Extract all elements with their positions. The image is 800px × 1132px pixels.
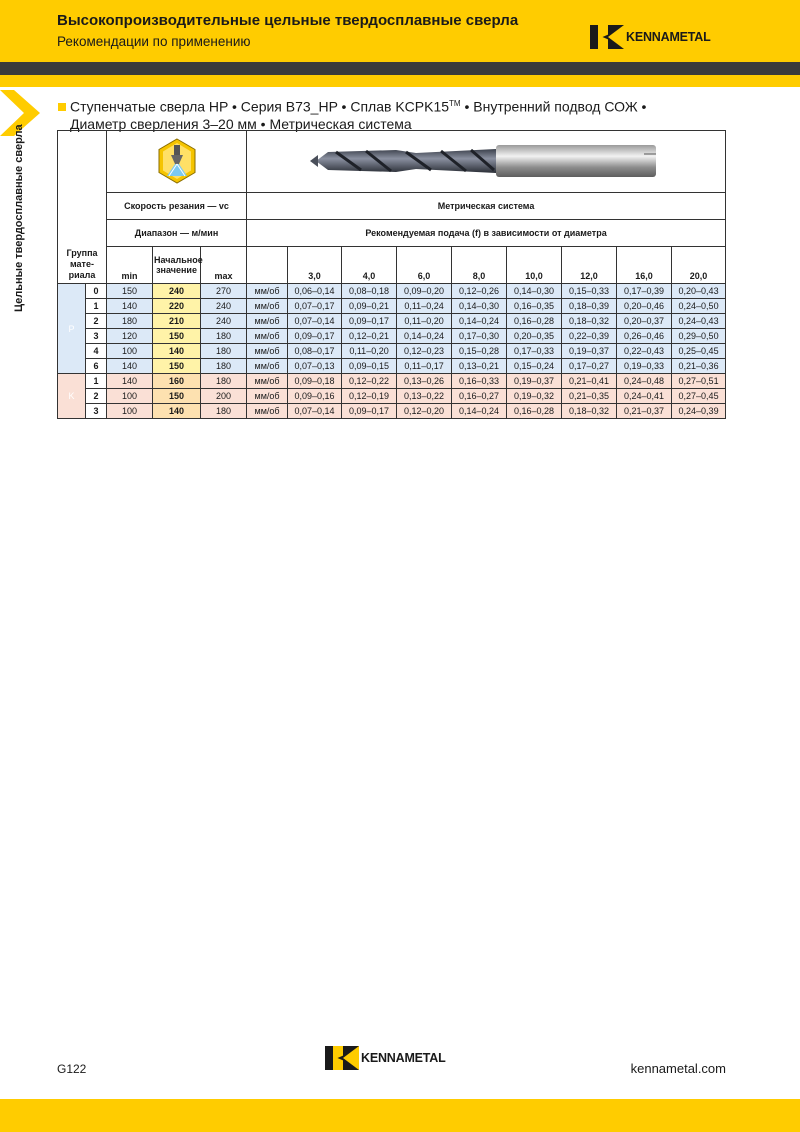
- feed-value: 0,24–0,48: [617, 374, 672, 389]
- feed-value: 0,11–0,24: [397, 299, 452, 314]
- feed-value: 0,07–0,14: [288, 404, 342, 419]
- speed-min: 100: [107, 344, 153, 359]
- col-diameter: 16,0: [617, 247, 672, 284]
- feed-value: 0,15–0,33: [562, 284, 617, 299]
- col-diameter: 6,0: [397, 247, 452, 284]
- feed-value: 0,17–0,33: [507, 344, 562, 359]
- speed-start: 150: [153, 329, 201, 344]
- feed-unit: мм/об: [247, 374, 288, 389]
- coolant-icon-cell: [107, 131, 247, 193]
- speed-range-header: Диапазон — м/мин: [107, 220, 247, 247]
- drill-image-cell: [247, 131, 726, 193]
- table-row: [58, 344, 726, 359]
- speed-start: 150: [153, 359, 201, 374]
- logo-wordmark: KENNAMETAL: [361, 1051, 446, 1065]
- feed-value: 0,08–0,17: [288, 344, 342, 359]
- feed-value: 0,17–0,27: [562, 359, 617, 374]
- table-row: [58, 374, 726, 389]
- table-row: [58, 359, 726, 374]
- feed-value: 0,18–0,39: [562, 299, 617, 314]
- col-diameter: 3,0: [288, 247, 342, 284]
- feed-value: 0,18–0,32: [562, 404, 617, 419]
- cutting-speed-header: Скорость резания — vc: [107, 193, 247, 220]
- speed-min: 140: [107, 299, 153, 314]
- feed-unit: мм/об: [247, 389, 288, 404]
- material-subgroup: 2: [86, 314, 107, 329]
- speed-min: 150: [107, 284, 153, 299]
- logo-wordmark: KENNAMETAL: [626, 30, 711, 44]
- col-diameter: 20,0: [672, 247, 726, 284]
- step-drill-image: [306, 134, 666, 188]
- table-row: [58, 404, 726, 419]
- feed-value: 0,21–0,41: [562, 374, 617, 389]
- feed-value: 0,19–0,37: [507, 374, 562, 389]
- col-max: max: [201, 247, 247, 284]
- speed-max: 200: [201, 389, 247, 404]
- feed-value: 0,17–0,30: [452, 329, 507, 344]
- feed-value: 0,14–0,24: [397, 329, 452, 344]
- feed-unit: мм/об: [247, 299, 288, 314]
- feed-value: 0,12–0,21: [342, 329, 397, 344]
- feed-value: 0,27–0,45: [672, 389, 726, 404]
- material-subgroup: 3: [86, 404, 107, 419]
- feed-value: 0,09–0,15: [342, 359, 397, 374]
- side-section-label: Цельные твердосплавные сверла: [13, 124, 25, 312]
- feed-value: 0,14–0,24: [452, 314, 507, 329]
- col-diameter: 12,0: [562, 247, 617, 284]
- speed-max: 180: [201, 374, 247, 389]
- footer-yellow-band: [0, 1099, 800, 1132]
- feed-value: 0,09–0,20: [397, 284, 452, 299]
- kennametal-k-icon: [325, 1046, 359, 1070]
- speed-min: 140: [107, 359, 153, 374]
- feed-value: 0,14–0,30: [507, 284, 562, 299]
- header-yellow-band: [0, 75, 800, 87]
- feed-value: 0,16–0,33: [452, 374, 507, 389]
- feed-value: 0,16–0,35: [507, 299, 562, 314]
- feed-value: 0,14–0,24: [452, 404, 507, 419]
- feed-value: 0,07–0,14: [288, 314, 342, 329]
- metric-system-header: Метрическая система: [247, 193, 726, 220]
- feed-value: 0,22–0,43: [617, 344, 672, 359]
- section-title-line1-b: • Внутренний подвод СОЖ •: [460, 98, 647, 115]
- speed-start: 240: [153, 284, 201, 299]
- speed-min: 140: [107, 374, 153, 389]
- material-subgroup: 3: [86, 329, 107, 344]
- feed-header: Рекомендуемая подача (f) в зависимости от диаметра: [247, 220, 726, 247]
- yellow-bullet-icon: [58, 103, 66, 111]
- speed-start: 210: [153, 314, 201, 329]
- kennametal-logo: [590, 25, 711, 49]
- speed-max: 270: [201, 284, 247, 299]
- section-title: [58, 95, 646, 133]
- feed-value: 0,19–0,33: [617, 359, 672, 374]
- col-diameter: 8,0: [452, 247, 507, 284]
- feed-value: 0,18–0,32: [562, 314, 617, 329]
- feed-value: 0,07–0,13: [288, 359, 342, 374]
- page-number: G122: [57, 1062, 87, 1076]
- speed-max: 180: [201, 344, 247, 359]
- feed-value: 0,15–0,24: [507, 359, 562, 374]
- speed-min: 100: [107, 389, 153, 404]
- feed-value: 0,13–0,21: [452, 359, 507, 374]
- table-row: [58, 299, 726, 314]
- feed-value: 0,09–0,18: [288, 374, 342, 389]
- website-link[interactable]: kennametal.com: [630, 1061, 726, 1076]
- feed-value: 0,09–0,17: [288, 329, 342, 344]
- col-diameter: 4,0: [342, 247, 397, 284]
- speed-min: 180: [107, 314, 153, 329]
- feed-value: 0,20–0,37: [617, 314, 672, 329]
- table-row: [58, 284, 726, 299]
- feed-value: 0,27–0,51: [672, 374, 726, 389]
- feed-value: 0,24–0,43: [672, 314, 726, 329]
- col-start: Начальное значение: [153, 247, 201, 284]
- feed-value: 0,13–0,26: [397, 374, 452, 389]
- feed-value: 0,09–0,17: [342, 404, 397, 419]
- feed-value: 0,20–0,35: [507, 329, 562, 344]
- feed-unit: мм/об: [247, 284, 288, 299]
- feed-value: 0,12–0,19: [342, 389, 397, 404]
- feed-value: 0,12–0,23: [397, 344, 452, 359]
- col-min: min: [107, 247, 153, 284]
- speed-max: 180: [201, 329, 247, 344]
- speed-start: 150: [153, 389, 201, 404]
- kennametal-logo-footer: [325, 1046, 446, 1070]
- feed-unit: мм/об: [247, 404, 288, 419]
- feed-value: 0,07–0,17: [288, 299, 342, 314]
- material-subgroup: 2: [86, 389, 107, 404]
- feed-value: 0,21–0,35: [562, 389, 617, 404]
- feed-value: 0,20–0,43: [672, 284, 726, 299]
- feed-value: 0,17–0,39: [617, 284, 672, 299]
- feed-value: 0,24–0,39: [672, 404, 726, 419]
- material-group-header: Группа мате-риала: [58, 131, 107, 284]
- feed-value: 0,22–0,39: [562, 329, 617, 344]
- material-group-k: K: [58, 374, 86, 419]
- speed-start: 140: [153, 404, 201, 419]
- page-subtitle: Рекомендации по применению: [57, 34, 251, 49]
- table-row: [58, 314, 726, 329]
- material-subgroup: 4: [86, 344, 107, 359]
- feed-unit: мм/об: [247, 344, 288, 359]
- feed-value: 0,24–0,50: [672, 299, 726, 314]
- feed-value: 0,16–0,28: [507, 404, 562, 419]
- material-subgroup: 6: [86, 359, 107, 374]
- speed-max: 180: [201, 404, 247, 419]
- feed-value: 0,12–0,20: [397, 404, 452, 419]
- feed-unit: мм/об: [247, 314, 288, 329]
- page-title: Высокопроизводительные цельные твердосплавные сверла: [57, 12, 519, 29]
- feed-value: 0,16–0,28: [507, 314, 562, 329]
- coolant-through-icon: [157, 138, 197, 184]
- feed-value: 0,09–0,17: [342, 314, 397, 329]
- col-unit: [247, 247, 288, 284]
- feed-value: 0,21–0,36: [672, 359, 726, 374]
- kennametal-k-icon: [590, 25, 624, 49]
- speed-start: 220: [153, 299, 201, 314]
- cutting-data-table: [57, 130, 726, 419]
- feed-unit: мм/об: [247, 359, 288, 374]
- speed-start: 160: [153, 374, 201, 389]
- table-row: [58, 389, 726, 404]
- speed-max: 240: [201, 299, 247, 314]
- feed-value: 0,14–0,30: [452, 299, 507, 314]
- feed-value: 0,21–0,37: [617, 404, 672, 419]
- material-subgroup: 0: [86, 284, 107, 299]
- trademark-mark: TM: [449, 99, 461, 108]
- feed-value: 0,15–0,28: [452, 344, 507, 359]
- feed-value: 0,19–0,37: [562, 344, 617, 359]
- feed-value: 0,09–0,21: [342, 299, 397, 314]
- feed-value: 0,08–0,18: [342, 284, 397, 299]
- table-row: [58, 329, 726, 344]
- feed-value: 0,12–0,26: [452, 284, 507, 299]
- feed-value: 0,13–0,22: [397, 389, 452, 404]
- speed-max: 180: [201, 359, 247, 374]
- feed-unit: мм/об: [247, 329, 288, 344]
- material-subgroup: 1: [86, 299, 107, 314]
- section-title-line2: Диаметр сверления 3–20 мм • Метрическая система: [70, 115, 412, 132]
- feed-value: 0,06–0,14: [288, 284, 342, 299]
- header-dark-band: [0, 62, 800, 75]
- feed-value: 0,29–0,50: [672, 329, 726, 344]
- feed-value: 0,09–0,16: [288, 389, 342, 404]
- feed-value: 0,11–0,17: [397, 359, 452, 374]
- feed-value: 0,16–0,27: [452, 389, 507, 404]
- feed-value: 0,25–0,45: [672, 344, 726, 359]
- feed-value: 0,11–0,20: [342, 344, 397, 359]
- material-group-p: P: [58, 284, 86, 374]
- speed-start: 140: [153, 344, 201, 359]
- speed-min: 120: [107, 329, 153, 344]
- page-header: [0, 0, 800, 62]
- feed-value: 0,12–0,22: [342, 374, 397, 389]
- feed-value: 0,20–0,46: [617, 299, 672, 314]
- col-diameter: 10,0: [507, 247, 562, 284]
- feed-value: 0,19–0,32: [507, 389, 562, 404]
- feed-value: 0,24–0,41: [617, 389, 672, 404]
- speed-max: 240: [201, 314, 247, 329]
- section-title-line1-a: Ступенчатые сверла HP • Серия B73_HP • Сплав KCPK15: [70, 98, 450, 115]
- feed-value: 0,26–0,46: [617, 329, 672, 344]
- material-subgroup: 1: [86, 374, 107, 389]
- feed-value: 0,11–0,20: [397, 314, 452, 329]
- speed-min: 100: [107, 404, 153, 419]
